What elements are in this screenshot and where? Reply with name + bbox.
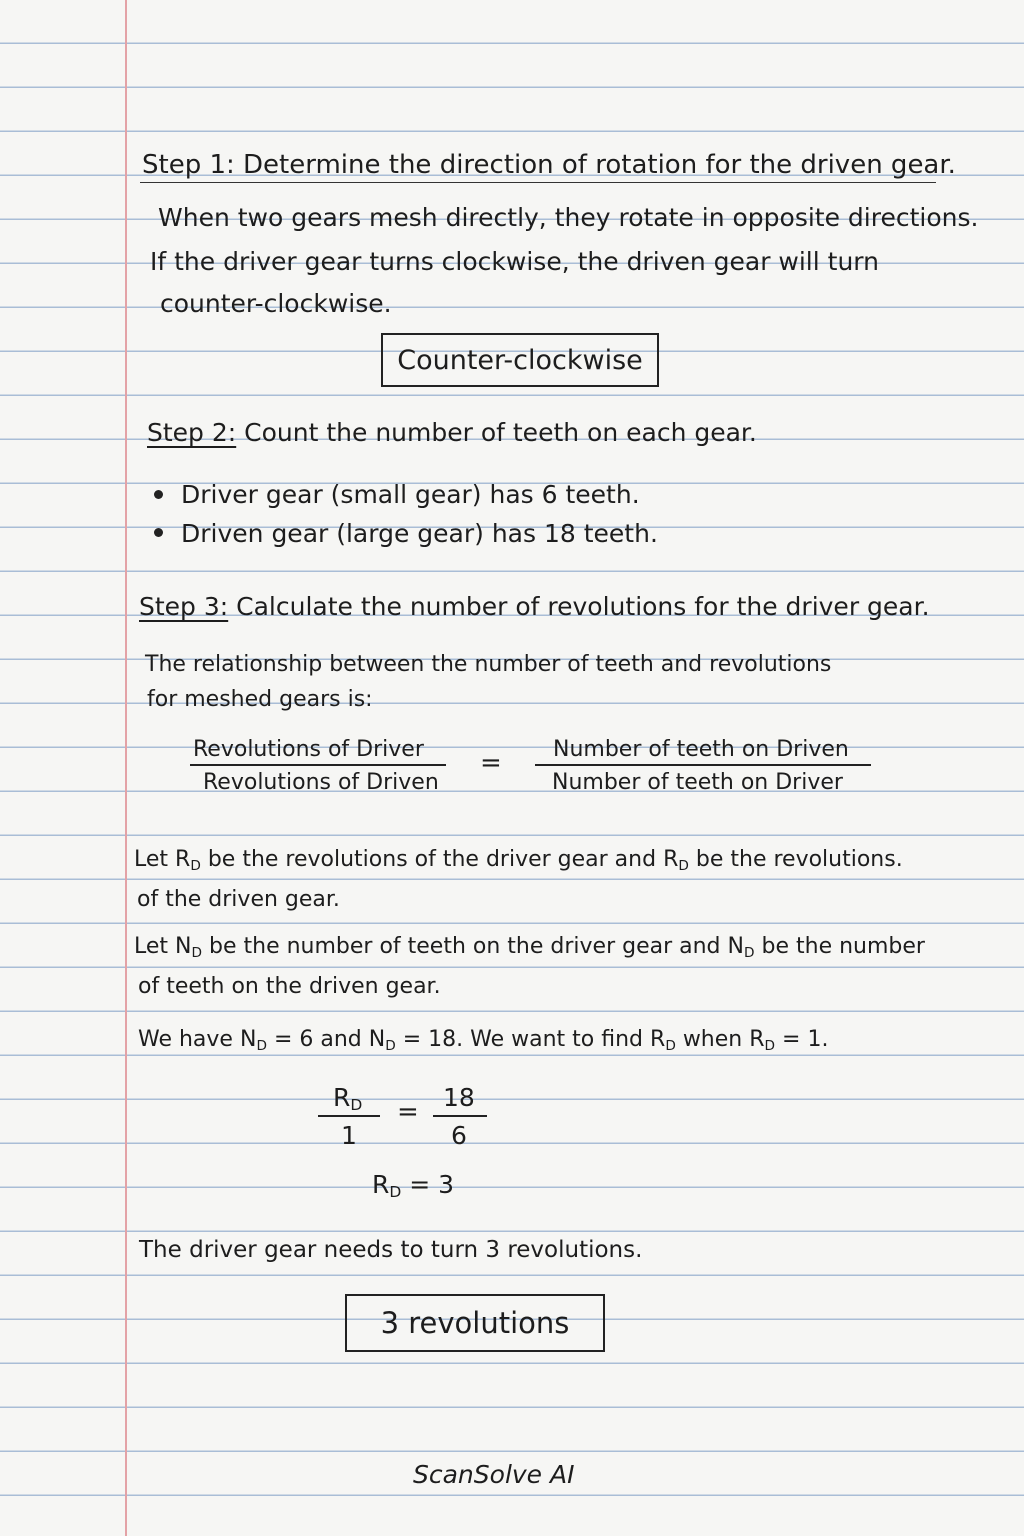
let-teeth-line1 xyxy=(134,932,925,968)
symbol-n-driver: $N_D$ xyxy=(175,934,202,961)
let-word: Let xyxy=(134,934,169,959)
step1-heading xyxy=(142,150,956,180)
step3-heading xyxy=(139,592,930,622)
step3-intro1: The relationship between the number of teeth and revolutions xyxy=(145,652,832,677)
footer-brand: ScanSolve AI xyxy=(413,1460,575,1489)
step2-heading xyxy=(147,418,757,448)
conclusion-text: The driver gear needs to turn 3 revolutions. xyxy=(139,1237,643,1263)
step1-answer: Counter-clockwise xyxy=(397,344,643,376)
r-driven-value: = 1. xyxy=(782,1027,829,1052)
let-revolutions-line1 xyxy=(134,845,903,881)
eq-left-numerator: Revolutions of Driver xyxy=(193,737,424,762)
symbol-r-driver: $R_D$ xyxy=(650,1027,676,1054)
bullet-dot xyxy=(154,490,163,499)
calc-left-denominator: 1 xyxy=(341,1121,357,1150)
step1-label: Step 1: xyxy=(142,150,235,180)
given-values-line xyxy=(138,1025,828,1061)
step1-line3: counter-clockwise. xyxy=(160,289,392,318)
step2-label: Step 2: xyxy=(147,418,237,447)
calc-right-fraction-bar xyxy=(433,1115,487,1117)
let-teeth-tail: be the number xyxy=(761,934,925,959)
symbol-r-driven: $R_D$ xyxy=(663,847,689,874)
eq-left-denominator: Revolutions of Driven xyxy=(203,770,439,795)
calc-equals-sign: = xyxy=(397,1097,419,1127)
calc-result: $R_D = 3$ xyxy=(372,1170,455,1201)
let-revolutions-text: be the revolutions of the driver gear and xyxy=(207,847,657,872)
calc-right-numerator: 18 xyxy=(443,1083,475,1112)
when-text: when xyxy=(682,1027,743,1052)
step1-title: Determine the direction of rotation for the driven gear. xyxy=(243,150,956,180)
n-driver-value: = 6 and xyxy=(273,1027,362,1052)
step3-label: Step 3: xyxy=(139,592,229,621)
symbol-n-driven: $N_D$ xyxy=(368,1027,396,1054)
eq-right-fraction-bar xyxy=(535,764,871,766)
we-have-text: We have xyxy=(138,1027,233,1052)
eq-equals-sign: = xyxy=(480,748,502,778)
step3-title: Calculate the number of revolutions for the driver gear. xyxy=(236,592,930,621)
let-teeth-text: be the number of teeth on the driver gear and xyxy=(209,934,721,959)
symbol-n-driven: $N_D$ xyxy=(727,934,755,961)
eq-right-numerator: Number of teeth on Driven xyxy=(553,737,849,762)
symbol-n-driver: $N_D$ xyxy=(239,1027,267,1054)
n-driven-value: = 18. We want to find xyxy=(402,1027,644,1052)
let-word: Let xyxy=(134,847,169,872)
step1-underline xyxy=(140,182,936,183)
step2-bullet-1: Driver gear (small gear) has 6 teeth. xyxy=(181,480,640,509)
symbol-r-driven: $R_D$ xyxy=(749,1027,776,1054)
calc-left-numerator: $R_D$ xyxy=(333,1083,363,1114)
step1-line1: When two gears mesh directly, they rotate in opposite directions. xyxy=(158,203,979,232)
let-revolutions-line2: of the driven gear. xyxy=(137,887,340,912)
symbol-r-driver: $R_D$ xyxy=(175,847,201,874)
let-teeth-line2: of teeth on the driven gear. xyxy=(138,974,441,999)
final-answer: 3 revolutions xyxy=(380,1306,570,1340)
eq-right-denominator: Number of teeth on Driver xyxy=(552,770,843,795)
calc-result-value: = 3 xyxy=(409,1170,455,1199)
step1-line2: If the driver gear turns clockwise, the driven gear will turn xyxy=(150,247,879,276)
step2-bullet-2: Driven gear (large gear) has 18 teeth. xyxy=(181,519,658,548)
eq-left-fraction-bar xyxy=(190,764,446,766)
step2-title: Count the number of teeth on each gear. xyxy=(244,418,757,447)
let-revolutions-tail: be the revolutions. xyxy=(695,847,903,872)
step1-answer-box xyxy=(381,333,659,387)
calc-left-fraction-bar xyxy=(318,1115,380,1117)
step3-intro2: for meshed gears is: xyxy=(147,687,373,712)
margin-line xyxy=(125,0,127,1536)
calc-right-denominator: 6 xyxy=(451,1121,467,1150)
bullet-dot xyxy=(154,528,163,537)
final-answer-box xyxy=(345,1294,605,1352)
